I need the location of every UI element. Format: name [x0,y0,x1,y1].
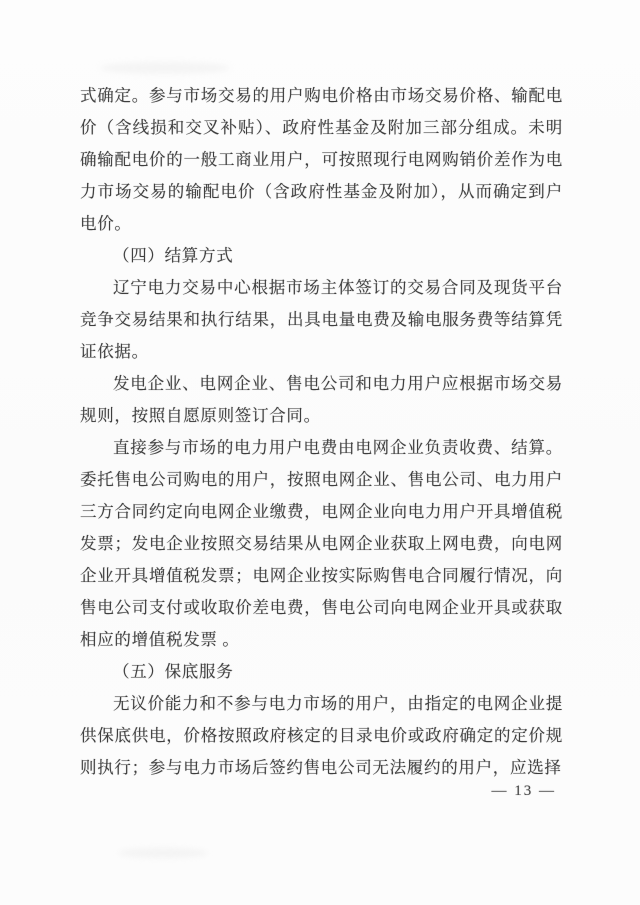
document-body [80,80,563,784]
paragraph-settlement-center: 辽宁电力交易中心根据市场主体签订的交易合同及现货平台竞争交易结果和执行结果，出具电量电费及输电服务费等结算凭证依据。 [80,278,563,361]
page-number: — 13 — [491,783,556,799]
paragraph-backstop-service: 无议价能力和不参与电力市场的用户，由指定的电网企业提供保底供电，价格按照政府核定的目录电价或政府确定的定价规则执行；参与电力市场后签约售电公司无法履约的用户，应选择 [80,694,563,777]
scan-smudge [118,848,208,858]
scan-smudge [100,62,230,74]
paragraph-continuation: 式确定。参与市场交易的用户购电价格由市场交易价格、输配电价（含线损和交叉补贴）、政府性基金及附加三部分组成。未明确输配电价的一般工商业用户，可按照现行电网购销价差作为电力市场交易的输配电价（含政府性基金及附加），从而确定到户电价。 [80,86,563,233]
paragraph-contract-signing: 发电企业、电网企业、售电公司和电力用户应根据市场交易规则，按照自愿原则签订合同。 [80,374,563,425]
section-heading-5: （五）保底服务 [113,662,234,681]
section-heading-4: （四）结算方式 [113,246,234,265]
paragraph-fee-settlement: 直接参与市场的电力用户电费由电网企业负责收费、结算。委托售电公司购电的用户，按照电网企业、售电公司、电力用户三方合同约定向电网企业缴费，电网企业向电力用户开具增值税发票；发电企业按照交易结果从电网企业获取上网电费，向电网企业开具增值税发票；电网企业按实际购售电合同履行情况，向售电公司支付或收取价差电费，售电公司向电网企业开具或获取相应的增值税发票 。 [80,438,563,649]
